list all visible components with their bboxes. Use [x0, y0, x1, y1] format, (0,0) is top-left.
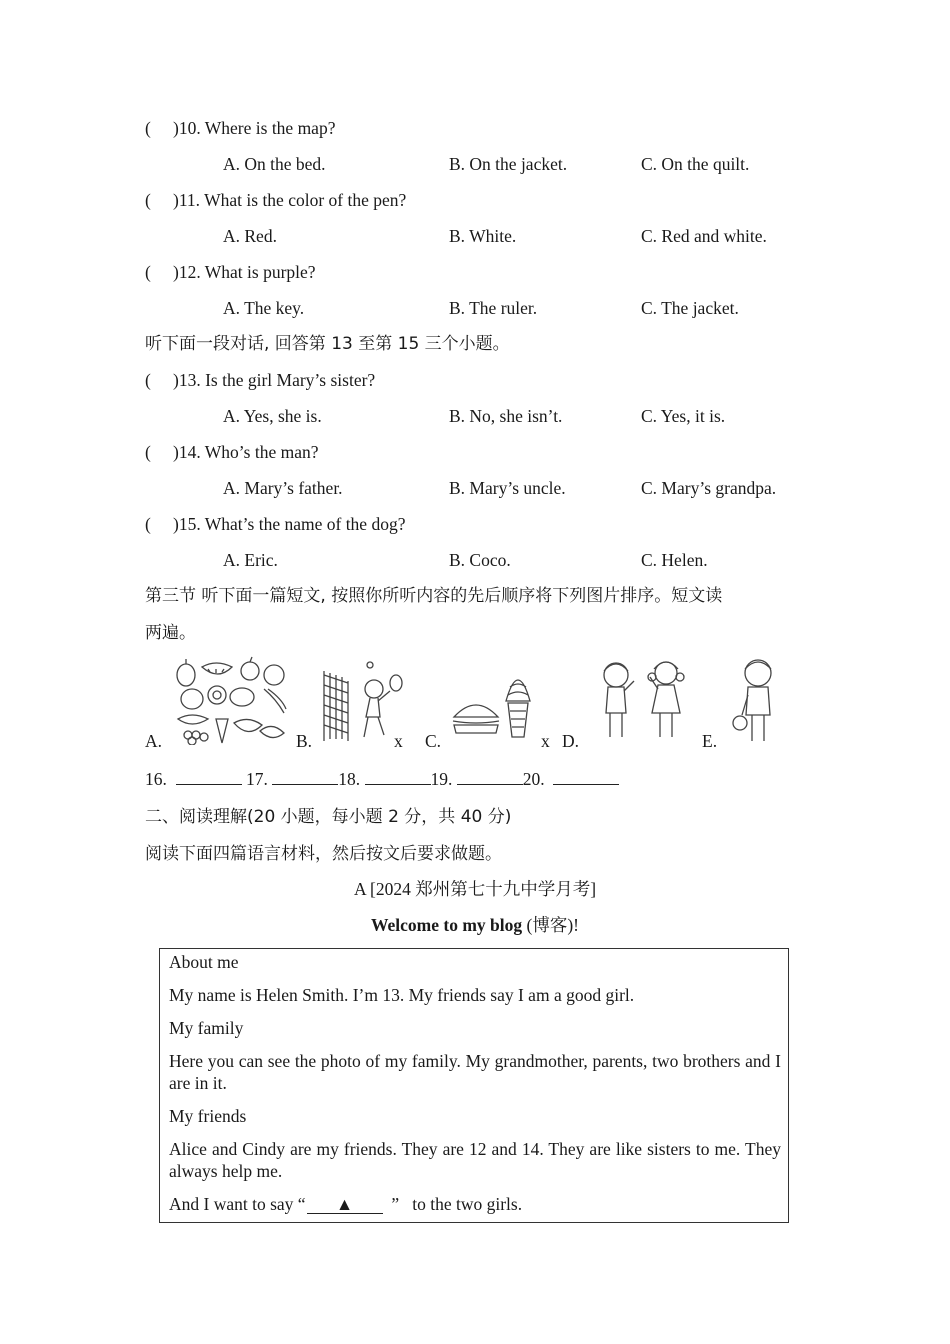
about-text: My name is Helen Smith. I’m 13. My friends say I am a good girl.: [169, 985, 635, 1005]
friends-text: Alice and Cindy are my friends. They are 12 and 14. They are like sisters to me. They always help me.: [169, 1139, 781, 1181]
answer-paren[interactable]: (: [145, 514, 151, 534]
option-a: A. Mary’s father.: [223, 478, 343, 498]
question-14: ( )14. Who’s the man?: [145, 442, 319, 462]
option-a: A. Red.: [223, 226, 277, 246]
blank-19[interactable]: 19.: [431, 769, 523, 789]
option-c: C. On the quilt.: [641, 154, 750, 174]
friends-heading: My friends: [169, 1106, 247, 1126]
boy-ball-picture: [728, 655, 788, 747]
option-b: B. White.: [449, 226, 517, 246]
blank-20[interactable]: 20.: [523, 769, 620, 789]
option-a: A. Eric.: [223, 550, 278, 570]
reading-instruction: 阅读下面四篇语言材料，然后按文后要求做题。: [145, 844, 502, 864]
instruction-13-15: 听下面一段对话, 回答第 13 至第 15 三个小题。: [145, 334, 510, 354]
answer-paren[interactable]: (: [145, 370, 151, 390]
blank-16[interactable]: 16.: [145, 769, 242, 789]
option-a: A. On the bed.: [223, 154, 326, 174]
question-10: ( )10. Where is the map?: [145, 118, 336, 138]
burger-icecream-picture: [450, 655, 540, 745]
blank-18[interactable]: 18.: [338, 769, 430, 789]
passage-title: A [2024 郑州第七十九中学月考]: [353, 879, 597, 899]
question-15: ( )15. What’s the name of the dog?: [145, 514, 406, 534]
fruit-vegetables-picture: [172, 655, 290, 745]
picture-cross-b: x: [394, 731, 403, 751]
last-line: And I want to say “ ▲ ” to the two girls.: [169, 1194, 523, 1214]
option-b: B. Mary’s uncle.: [449, 478, 566, 498]
question-12: ( )12. What is purple?: [145, 262, 316, 282]
option-c: C. Helen.: [641, 550, 708, 570]
picture-label-a: A.: [145, 731, 163, 751]
picture-label-e: E.: [702, 731, 718, 751]
blog-title: Welcome to my blog (博客)!: [370, 915, 579, 935]
answer-paren[interactable]: (: [145, 262, 151, 282]
blank-17[interactable]: 17.: [246, 769, 338, 789]
option-c: C. Mary’s grandpa.: [641, 478, 777, 498]
option-a: A. Yes, she is.: [223, 406, 322, 426]
option-b: B. The ruler.: [449, 298, 538, 318]
option-c: C. The jacket.: [641, 298, 739, 318]
option-b: B. On the jacket.: [449, 154, 568, 174]
section3-instruction: 第三节 听下面一篇短文, 按照你所听内容的先后顺序将下列图片排序。短文读: [145, 586, 723, 606]
picture-cross-c: x: [541, 731, 550, 751]
option-c: C. Yes, it is.: [641, 406, 726, 426]
question-11: ( )11. What is the color of the pen?: [145, 190, 407, 210]
boy-girl-picture: [590, 655, 690, 745]
answer-paren[interactable]: (: [145, 118, 151, 138]
option-c: C. Red and white.: [641, 226, 767, 246]
picture-label-c: C.: [425, 731, 442, 751]
option-b: B. No, she isn’t.: [449, 406, 563, 426]
blog-box: [159, 948, 789, 1223]
option-b: B. Coco.: [449, 550, 511, 570]
picture-label-d: D.: [562, 731, 580, 751]
reading-heading: 二、阅读理解(20 小题，每小题 2 分，共 40 分): [145, 807, 512, 827]
answer-blanks-row: [145, 768, 619, 790]
answer-paren[interactable]: (: [145, 190, 151, 210]
option-a: A. The key.: [223, 298, 305, 318]
picture-label-b: B.: [296, 731, 313, 751]
triangle-blank[interactable]: [307, 1195, 383, 1214]
triangle-icon: ▲: [335, 1194, 354, 1214]
question-13: ( )13. Is the girl Mary’s sister?: [145, 370, 376, 390]
answer-paren[interactable]: (: [145, 442, 151, 462]
section3-instruction-cont: 两遍。: [145, 623, 196, 643]
family-text: Here you can see the photo of my family. My grandmother, parents, two brothers and I are in it.: [169, 1051, 781, 1093]
family-heading: My family: [169, 1018, 244, 1038]
about-heading: About me: [169, 952, 239, 972]
